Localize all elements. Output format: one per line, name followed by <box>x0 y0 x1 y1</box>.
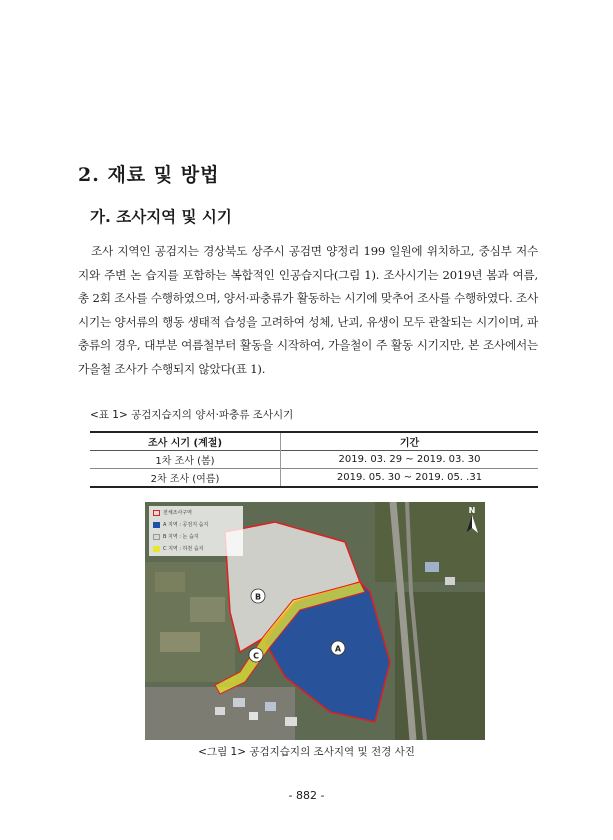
table-caption: <표 1> 공검지습지의 양서·파충류 조사시기 <box>90 409 294 421</box>
map-legend <box>149 506 243 556</box>
table-cell-season: 2차 조사 (여름) <box>90 469 281 488</box>
table-cell-period: 2019. 05. 30 ~ 2019. 05. .31 <box>336 472 483 483</box>
table-cell-season: 1차 조사 (봄) <box>90 451 281 469</box>
table-row <box>90 451 538 469</box>
table-cell-period: 2019. 03. 29 ~ 2019. 03. 30 <box>338 454 481 465</box>
legend-swatch <box>153 534 160 540</box>
body-paragraph: 조사 지역인 공검지는 경상북도 상주시 공검면 양정리 199 일원에 위치하고, 중심부 저수지와 주변 논 습지를 포함하는 복합적인 인공습지다(그림 1). 조사시기는 2019년 봄과 여름, 총 2회 조사를 수행하였으며, 양서·파충류가 활동하는 시기에 맞추어 조사를 수행하였다. 조사 시기는 양서류의 행동 생태적 습성을 고려하여 성체, 난괴, 유생이 모두 관찰되는 시기이며, 파충류의 경우, 대부분 여름철부터 활동을 시작하여, 가을철이 주 활동 시기지만, 본 조사에서는 가을철 조사가 수행되지 않았다(표 1). <box>78 244 538 376</box>
legend-item <box>153 532 199 541</box>
legend-swatch <box>153 546 160 552</box>
column-header-season: 조사 시기 (계절) <box>90 432 281 451</box>
legend-item <box>153 520 208 529</box>
legend-label: 전체조사구역 <box>163 510 192 516</box>
survey-schedule-table <box>90 431 538 488</box>
north-arrow-icon <box>466 515 478 533</box>
north-arrow <box>463 506 481 536</box>
legend-label: C 지역 : 하천 습지 <box>163 546 204 552</box>
legend-swatch <box>153 522 160 528</box>
legend-item <box>153 544 204 553</box>
subsection-title: 가. 조사지역 및 시기 <box>90 208 232 226</box>
legend-label: A 지역 : 공검지 습지 <box>163 522 209 528</box>
north-label: N <box>468 506 476 515</box>
section-title: 2. 재료 및 방법 <box>78 164 220 186</box>
legend-swatch <box>153 510 160 516</box>
study-area-aerial-map <box>145 502 485 740</box>
page-number: - 882 - <box>288 789 325 802</box>
zone-label-b: B <box>254 592 262 602</box>
legend-label: B 지역 : 논 습지 <box>163 534 199 540</box>
figure-caption: <그림 1> 공검지습지의 조사지역 및 전경 사진 <box>198 746 415 758</box>
table-row <box>90 469 538 488</box>
column-header-period: 기간 <box>399 438 420 449</box>
table-header-row <box>90 432 538 451</box>
zone-label-a: A <box>334 644 342 654</box>
zone-label-c: C <box>253 651 259 661</box>
legend-item <box>153 508 192 517</box>
